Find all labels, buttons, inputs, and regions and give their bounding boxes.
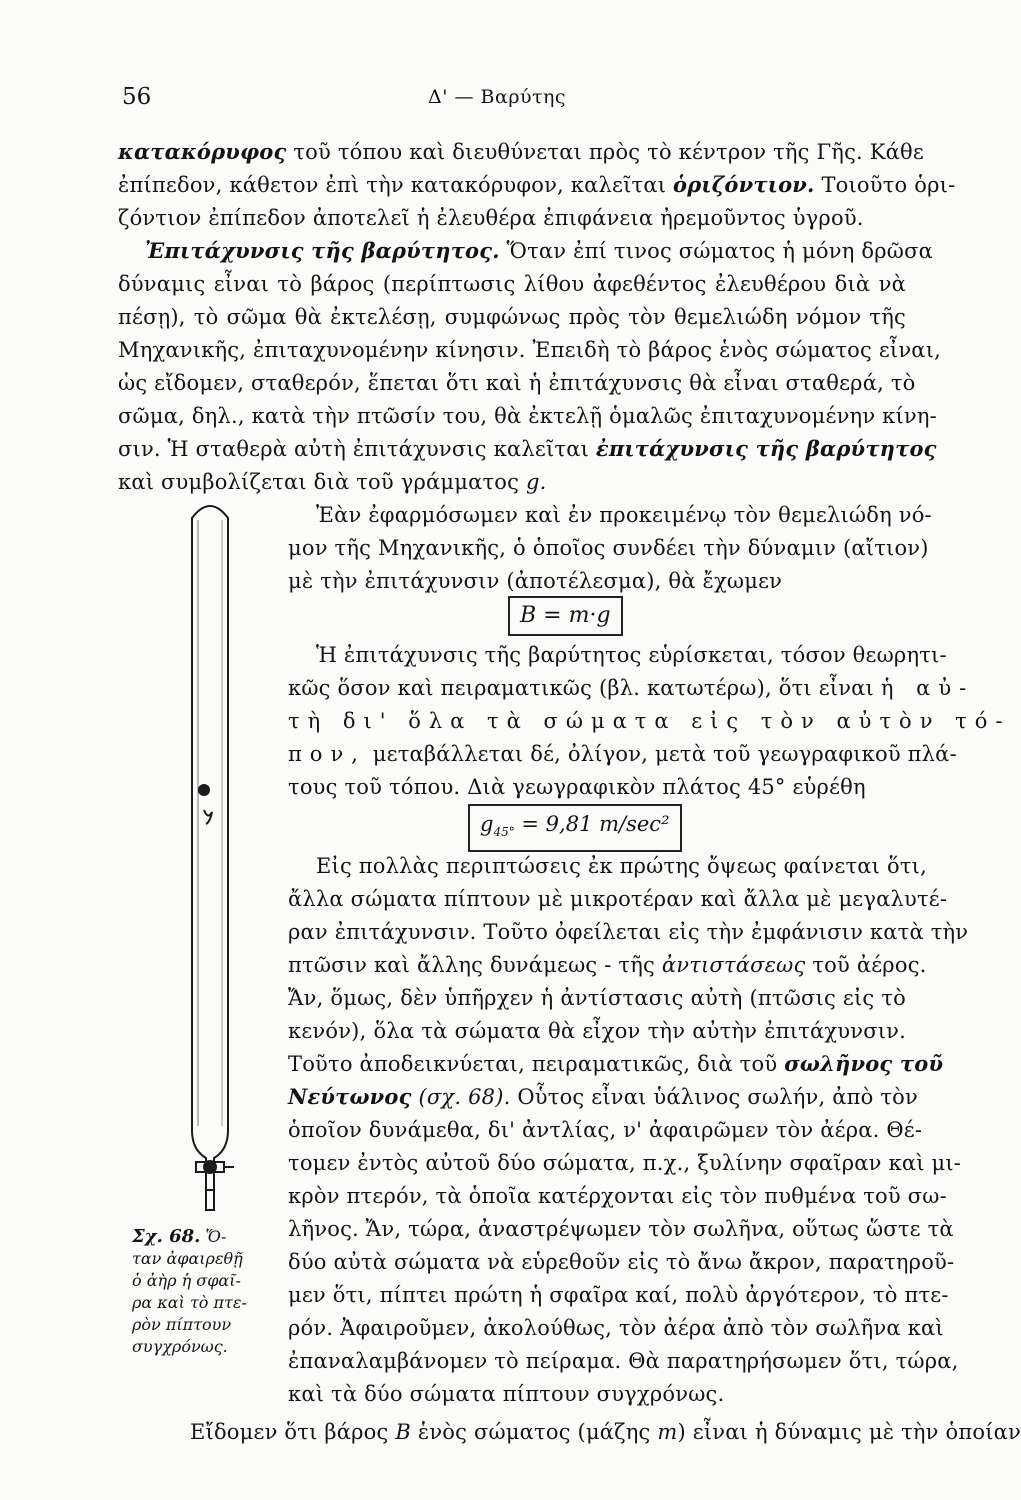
newton-tube-figure xyxy=(170,490,250,1220)
text: Τοῦτο ἀποδεικνύεται, πειραματικῶς, διὰ τοῦ xyxy=(288,1052,785,1076)
para1-line1 xyxy=(118,138,924,166)
para5-line5: Ἄν, ὅμως, δὲν ὑπῆρχεν ἡ ἀντίστασις αὐτὴ (πτῶσις εἰς τὸ xyxy=(288,986,906,1010)
text: τοῦ ἀέρος. xyxy=(805,953,927,977)
para4-line4 xyxy=(288,740,957,768)
para5-line12: λῆνος. Ἄν, τώρα, ἀναστρέψωμεν τὸν σωλῆνα, οὕτως ὥστε τὰ xyxy=(288,1217,954,1241)
para3-line2: μον τῆς Μηχανικῆς, ὁ ὁποῖος συνδέει τὴν δύναμιν (αἴτιον) xyxy=(288,536,929,560)
term-air-resistance: ἀντιστάσεως xyxy=(661,953,806,977)
caption-line: ρὸν πίπτουν xyxy=(132,1315,232,1334)
text: κῶς ὅσον καὶ πειραματικῶς (βλ. κατωτέρω), ὅτι εἶναι xyxy=(288,676,881,700)
running-title: Δ' — Βαρύτης xyxy=(428,86,567,108)
term-gravity-acceleration: ἐπιτάχυνσις τῆς βαρύτητος xyxy=(595,436,937,461)
para5-line16: ἐπαναλαμβάνομεν τὸ πείραμα. Θὰ παρατηρήσωμεν ὅτι, τώρα, xyxy=(288,1349,959,1373)
para1-line3: ζόντιον ἐπίπεδον ἀποτελεῖ ἡ ἐλευθέρα ἐπιφάνεια ἠρεμοῦντος ὑγροῦ. xyxy=(118,206,864,230)
caption-line: συγχρόνως. xyxy=(132,1337,228,1356)
caption-line: ταν ἀφαιρεθῇ xyxy=(132,1249,243,1268)
text: Οὗτος εἶναι ὑάλινος σωλήν, ἀπὸ τὸν xyxy=(510,1085,918,1109)
term-horizontal: ὁριζόντιον. xyxy=(673,172,815,197)
text: σιν. Ἡ σταθερὰ αὐτὴ ἐπιτάχυνσις καλεῖται xyxy=(118,437,596,461)
para5-line3: ραν ἐπιτάχυνσιν. Τοῦτο ὀφείλεται εἰς τὴν ἐμφάνισιν κατὰ τὴν xyxy=(288,920,969,944)
tube-nozzle xyxy=(206,1190,214,1210)
wooden-ball-icon xyxy=(198,784,210,796)
para4-line2 xyxy=(288,674,975,702)
page-number: 56 xyxy=(122,84,152,110)
text: ) εἶναι ἡ δύναμις μὲ τὴν ὁποίαν xyxy=(677,1420,1021,1444)
para3-line3: μὲ τὴν ἐπιτάχυνσιν (ἀποτέλεσμα), θὰ ἔχωμεν xyxy=(288,569,783,593)
formula-g45 xyxy=(468,804,682,852)
para2-line1 xyxy=(145,237,933,265)
symbol-g: g xyxy=(480,812,494,836)
para5-line17: καὶ τὰ δύο σώματα πίπτουν συγχρόνως. xyxy=(288,1382,725,1406)
text: Ὅταν ἐπί τινος σώματος ἡ μόνη δρῶσα xyxy=(499,239,933,263)
term-vertical: κατακόρυφος xyxy=(118,139,287,164)
text: πτῶσιν καὶ ἄλλης δυνάμεως - τῆς xyxy=(288,953,662,977)
para5-line8 xyxy=(288,1083,918,1111)
formula-weight: B = m·g xyxy=(508,596,623,636)
caption-line: ρα καὶ τὸ πτε- xyxy=(132,1293,247,1312)
para4-line5: τους τοῦ τόπου. Διὰ γεωγραφικὸν πλάτος 45° εὑρέθη xyxy=(288,775,866,799)
symbol-g: g. xyxy=(525,470,547,494)
para2-line3: πέσῃ), τὸ σῶμα θὰ ἐκτελέσῃ, συμφώνως πρὸς τὸν θεμελιώδη νόμον τῆς xyxy=(118,305,906,329)
last-line xyxy=(190,1418,1021,1446)
para2-line6: σῶμα, δηλ., κατὰ τὴν πτῶσίν του, θὰ ἐκτελῇ ὁμαλῶς ἐπιταχυνομένην κίνη- xyxy=(118,404,937,428)
text: μεταβάλλεται δέ, ὀλίγον, μετὰ τοῦ γεωγραφικοῦ πλά- xyxy=(365,742,957,766)
para5-line15: ρόν. Ἀφαιροῦμεν, ἀκολούθως, τὸν ἀέρα ἀπὸ τὸν σωλῆνα καὶ xyxy=(288,1316,944,1340)
emphasis: ἡ αὐ- xyxy=(880,676,975,700)
caption-line: Ὅ- xyxy=(205,1227,227,1246)
symbol-B: B xyxy=(395,1420,411,1444)
text: ἑνὸς σώματος (μάζης xyxy=(410,1420,658,1444)
para1-line2 xyxy=(118,171,956,199)
feather-icon xyxy=(204,810,212,824)
para2-line2: δύναμις εἶναι τὸ βάρος (περίπτωσις λίθου ἀφεθέντος ἐλευθέρου διὰ νὰ xyxy=(118,272,906,296)
tube-outline xyxy=(192,506,228,1190)
text: ἐπίπεδον, κάθετον ἐπὶ τὴν κατακόρυφον, καλεῖται xyxy=(118,173,674,197)
para5-line6: κενόν), ὅλα τὰ σώματα θὰ εἶχον τὴν αὐτὴν ἐπιτάχυνσιν. xyxy=(288,1019,906,1043)
para5-line10: τομεν ἐντὸς αὐτοῦ δύο σώματα, π.χ., ξυλίνην σφαῖραν καὶ μι- xyxy=(288,1151,962,1175)
text: τοῦ τόπου καὶ διευθύνεται πρὸς τὸ κέντρον τῆς Γῆς. Κάθε xyxy=(286,140,924,164)
para5-line4 xyxy=(288,951,927,979)
para3-line1: Ἐὰν ἐφαρμόσωμεν καὶ ἐν προκειμένῳ τὸν θεμελιώδη νό- xyxy=(316,503,932,527)
para5-line2: ἄλλα σώματα πίπτουν μὲ μικροτέραν καὶ ἄλλα μὲ μεγαλυτέ- xyxy=(288,887,948,911)
emphasis: πον, xyxy=(288,742,366,766)
para2-line5: ὡς εἴδομεν, σταθερόν, ἕπεται ὅτι καὶ ἡ ἐπιτάχυνσις θὰ εἶναι σταθερά, τὸ xyxy=(118,371,916,395)
term-newton-tube: σωλῆνος τοῦ xyxy=(784,1051,944,1076)
subscript: 45° xyxy=(493,825,515,840)
para5-line14: μεν ὅτι, πίπτει πρώτη ἡ σφαῖρα καί, πολὺ ἀργότερον, τὸ πτε- xyxy=(288,1283,949,1307)
stopcock-handle xyxy=(204,1161,216,1173)
figure-ref: (σχ. 68). xyxy=(411,1085,511,1109)
text: καὶ συμβολίζεται διὰ τοῦ γράμματος xyxy=(118,470,526,494)
para5-line1: Εἰς πολλὰς περιπτώσεις ἐκ πρώτης ὄψεως φαίνεται ὅτι, xyxy=(316,854,927,878)
emphasis: τὴ δι' ὅλα τὰ σώματα εἰς τὸν αὐτὸν τό- xyxy=(288,709,1011,733)
term-newton: Νεύτωνος xyxy=(288,1084,412,1109)
text: Εἴδομεν ὅτι βάρος xyxy=(190,1420,396,1444)
figure-caption xyxy=(132,1226,260,1358)
para5-line13: δύο αὐτὰ σώματα νὰ εὑρεθοῦν εἰς τὸ ἄνω ἄκρον, παρατηροῦ- xyxy=(288,1250,955,1274)
text: Τοιοῦτο ὁρι- xyxy=(814,173,956,197)
para5-line9: ὁποῖον δυνάμεθα, δι' ἀντλίας, ν' ἀφαιρῶμεν τὸν ἀέρα. Θέ- xyxy=(288,1118,923,1142)
para2-line7 xyxy=(118,435,937,463)
section-heading: Ἐπιτάχυνσις τῆς βαρύτητος. xyxy=(145,238,500,263)
para5-line7 xyxy=(288,1050,944,1078)
para4-line3 xyxy=(288,707,1011,735)
para4-line1: Ἡ ἐπιτάχυνσις τῆς βαρύτητος εὑρίσκεται, τόσον θεωρητι- xyxy=(316,643,947,667)
para2-line4: Μηχανικῆς, ἐπιταχυνομένην κίνησιν. Ἐπειδὴ τὸ βάρος ἑνὸς σώματος εἶναι, xyxy=(118,338,942,362)
symbol-m: m xyxy=(657,1420,678,1444)
para5-line11: κρὸν πτερόν, τὰ ὁποῖα κατέρχονται εἰς τὸν πυθμένα τοῦ σω- xyxy=(288,1184,947,1208)
formula-value: = 9,81 m/sec² xyxy=(514,812,670,836)
caption-line: ὁ ἀὴρ ἡ σφαῖ- xyxy=(132,1271,241,1290)
figure-label: Σχ. 68. xyxy=(132,1226,201,1247)
